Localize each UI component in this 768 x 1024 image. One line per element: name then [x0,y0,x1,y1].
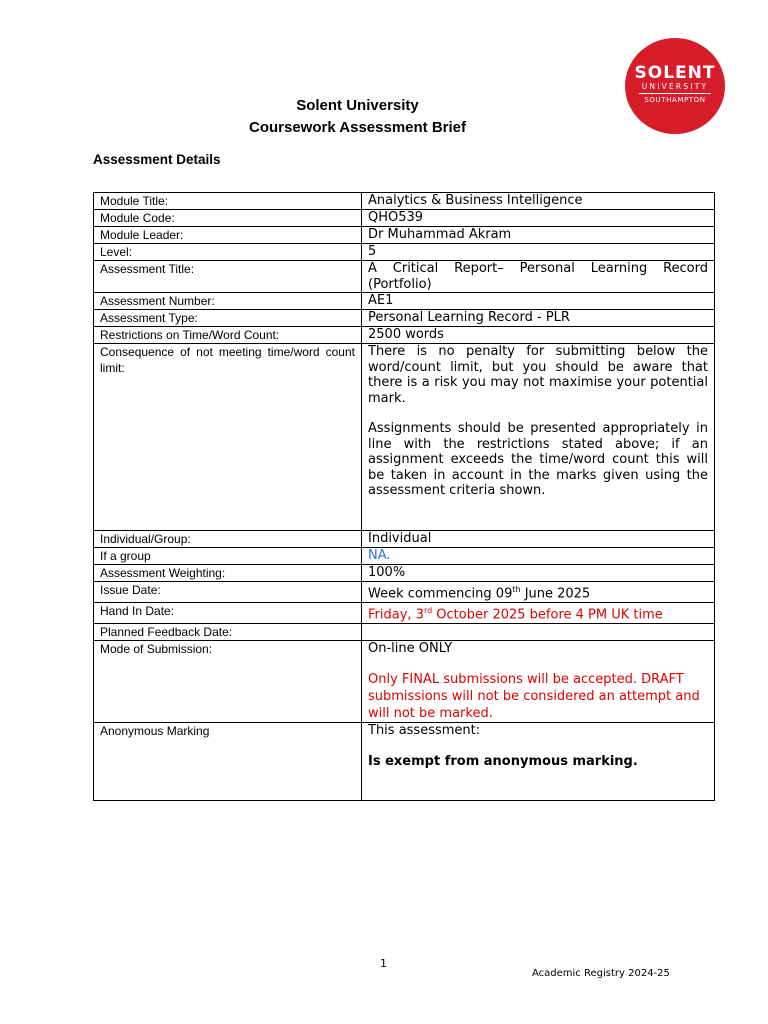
page-number: 1 [380,957,387,970]
row-label: Individual/Group: [94,531,362,548]
row-label: Module Title: [94,193,362,210]
logo-rule [639,93,711,94]
row-value [362,344,715,531]
row-label: Planned Feedback Date: [94,623,362,640]
row-label: Restrictions on Time/Word Count: [94,327,362,344]
row-label: If a group [94,548,362,565]
row-value: A Critical Report– Personal Learning Record (Portfolio) [362,261,715,293]
row-label: Module Code: [94,210,362,227]
table-row [94,640,715,723]
anonymous-intro: This assessment: [368,723,481,739]
row-label: Assessment Number: [94,293,362,310]
document-subtitle: Coursework Assessment Brief [248,119,467,136]
row-value [362,723,715,801]
section-title: Assessment Details [93,152,221,167]
row-value: Dr Muhammad Akram [362,227,715,244]
table-row [94,327,715,344]
table-row [94,293,715,310]
hand-in-date-text-end: October 2025 before 4 PM UK time [432,607,663,623]
row-value: 5 [362,244,715,261]
table-row [94,548,715,565]
row-label: Issue Date: [94,582,362,603]
table-row [94,244,715,261]
table-row [94,227,715,244]
table-row [94,310,715,327]
table-row [94,582,715,603]
row-value: Personal Learning Record - PLR [362,310,715,327]
table-row [94,565,715,582]
row-label: Level: [94,244,362,261]
row-value: NA. [362,548,715,565]
row-value [362,582,715,603]
consequence-paragraph-1: There is no penalty for submitting below the word/count limit, but you should be aware that there is a risk you may not maximise your potential mark. [368,344,708,406]
row-label: Hand In Date: [94,602,362,623]
row-value [362,602,715,623]
row-value: Analytics & Business Intelligence [362,193,715,210]
table-row [94,193,715,210]
table-row [94,344,715,531]
table-row [94,261,715,293]
row-value: 100% [362,565,715,582]
table-row [94,723,715,801]
anonymous-statement: Is exempt from anonymous marking. [368,753,638,769]
row-label: Consequence of not meeting time/word count limit: [94,344,362,531]
table-row [94,531,715,548]
consequence-paragraph-2: Assignments should be presented appropriately in line with the restrictions stated above; if an assignment exceeds the time/word count this will be taken in account in the marks given using the assessment criteria shown. [368,421,708,498]
row-value [362,623,715,640]
submission-note: Only FINAL submissions will be accepted. DRAFT submissions will not be considered an attempt and will not be marked. [368,672,700,722]
row-value: Individual [362,531,715,548]
logo-line-2: UNIVERSITY [641,82,709,91]
row-label: Mode of Submission: [94,640,362,723]
table-row [94,602,715,623]
issue-date-text-end: June 2025 [520,586,591,602]
table-row [94,623,715,640]
issue-date-text: Week commencing 09 [368,586,513,602]
document-title: Solent University [296,97,419,114]
assessment-details-table [93,192,715,801]
row-value: 2500 words [362,327,715,344]
logo-line-3: SOUTHAMPTON [644,96,706,104]
submission-mode: On-line ONLY [368,640,453,656]
hand-in-date-text: Friday, 3 [368,607,424,623]
row-value: AE1 [362,293,715,310]
hand-in-date-suffix: rd [423,605,433,615]
logo-line-1: SOLENT [634,63,716,83]
row-label: Anonymous Marking [94,723,362,801]
issue-date-suffix: th [512,585,521,594]
footer-text: Academic Registry 2024-25 [532,968,670,979]
row-label: Assessment Type: [94,310,362,327]
row-label: Assessment Weighting: [94,565,362,582]
row-label: Module Leader: [94,227,362,244]
row-value: QHO539 [362,210,715,227]
table-row [94,210,715,227]
row-label: Assessment Title: [94,261,362,293]
row-value [362,640,715,723]
